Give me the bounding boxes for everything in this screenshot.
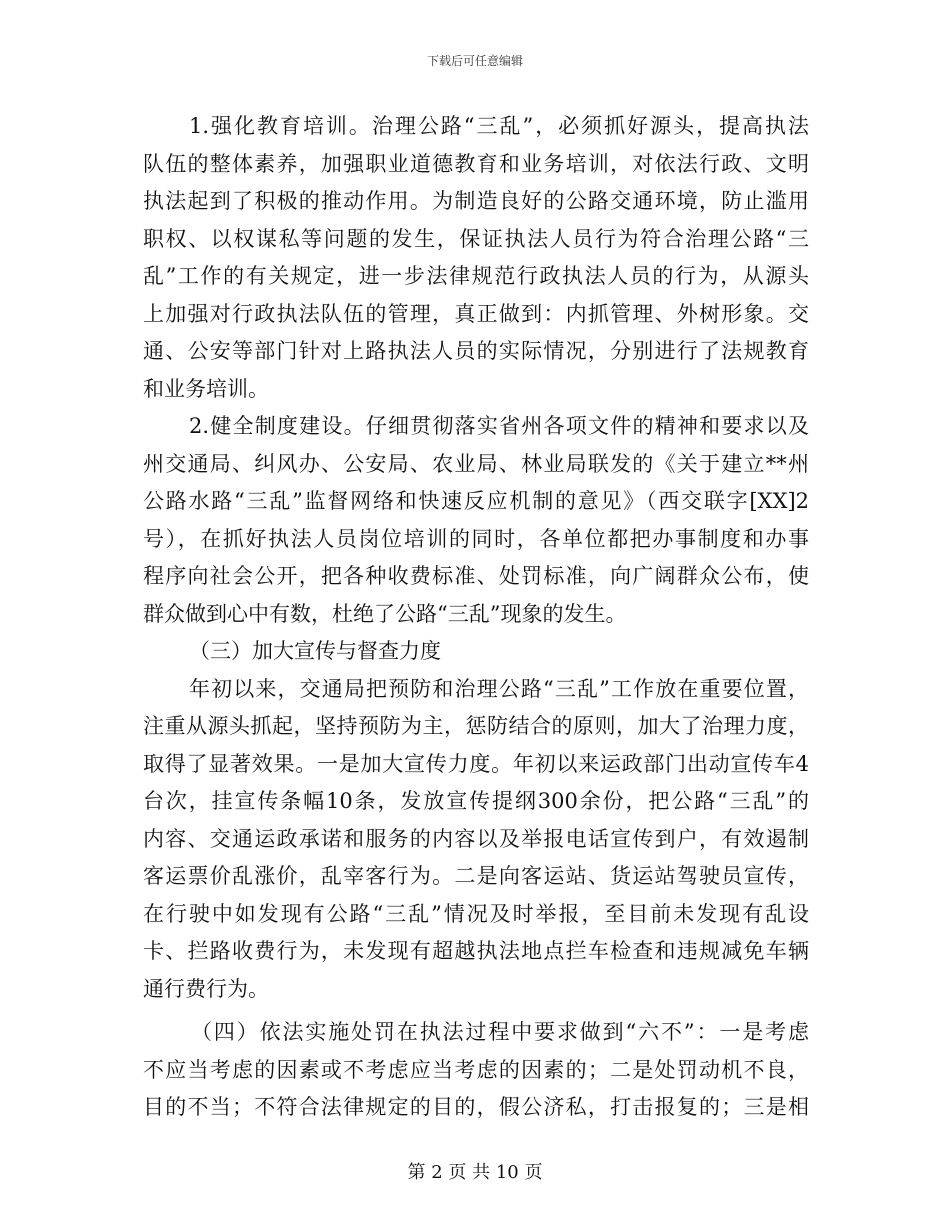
paragraph-line: 执法起到了积极的推动作用。为制造良好的公路交通环境，防止滥用 — [143, 189, 809, 213]
paragraph-line: （四）依法实施处罚在执法过程中要求做到“六不”：一是考虑 — [191, 1020, 809, 1044]
page-header-note: 下载后可任意编辑 — [426, 54, 523, 68]
paragraph-line: 在行驶中如发现有公路“三乱”情况及时举报，至目前未发现有乱设 — [143, 901, 809, 926]
paragraph-line: 和业务培训。 — [143, 376, 269, 401]
paragraph-line: 1.强化教育培训。治理公路“三乱”，必须抓好源头，提高执法 — [189, 114, 809, 138]
paragraph-line: 注重从源头抓起，坚持预防为主，惩防结合的原则，加大了治理力度， — [143, 714, 809, 738]
paragraph-line: 不应当考虑的因素或不考虑应当考虑的因素的；二是处罚动机不良， — [143, 1057, 809, 1082]
paragraph-line: 号），在抓好执法人员岗位培训的同时，各单位都把办事制度和办事 — [143, 526, 809, 551]
section-heading: （三）加大宣传与督查力度 — [189, 639, 441, 663]
paragraph-line: 台次，挂宣传条幅10条，发放宣传提纲300余份，把公路“三乱”的 — [143, 789, 809, 813]
paragraph-line: 通、公安等部门针对上路执法人员的实际情况，分别进行了法规教育 — [143, 339, 809, 363]
paragraph-line: 客运票价乱涨价，乱宰客行为。二是向客运站、货运站驾驶员宣传， — [143, 864, 809, 888]
paragraph-line: 队伍的整体素养，加强职业道德教育和业务培训，对依法行政、文明 — [143, 151, 809, 176]
paragraph-line: 通行费行为。 — [143, 976, 269, 1001]
paragraph-line: 目的不当；不符合法律规定的目的，假公济私，打击报复的；三是相 — [143, 1095, 809, 1119]
paragraph-line: 群众做到心中有数，杜绝了公路“三乱”现象的发生。 — [143, 601, 627, 626]
paragraph-line: 内容、交通运政承诺和服务的内容以及举报电话宣传到户，有效遏制 — [143, 826, 809, 851]
paragraph-line: 州交通局、纠风办、公安局、农业局、林业局联发的《关于建立**州 — [143, 451, 809, 476]
paragraph-line: 程序向社会公开，把各种收费标准、处罚标准，向广阔群众公布，使 — [143, 564, 809, 588]
paragraph-line: 取得了显著效果。一是加大宣传力度。年初以来运政部门出动宣传车4 — [143, 751, 809, 776]
paragraph-line: 上加强对行政执法队伍的管理，真正做到：内抓管理、外树形象。交 — [143, 301, 809, 326]
paragraph-line: 公路水路“三乱”监督网络和快速反应机制的意见》（西交联字[XX]2 — [143, 489, 809, 513]
paragraph-line: 卡、拦路收费行为，未发现有超越执法地点拦车检查和违规减免车辆 — [143, 939, 809, 963]
paragraph-line: 年初以来，交通局把预防和治理公路“三乱”工作放在重要位置， — [189, 676, 809, 701]
paragraph-line: 乱”工作的有关规定，进一步法律规范行政执法人员的行为，从源头 — [143, 264, 809, 288]
page-footer-pagination: 第 2 页 共 10 页 — [407, 1162, 543, 1183]
paragraph-line: 职权、以权谋私等问题的发生，保证执法人员行为符合治理公路“三 — [143, 226, 809, 251]
paragraph-line: 2.健全制度建设。仔细贯彻落实省州各项文件的精神和要求以及 — [189, 414, 809, 438]
document-body — [143, 108, 809, 1127]
